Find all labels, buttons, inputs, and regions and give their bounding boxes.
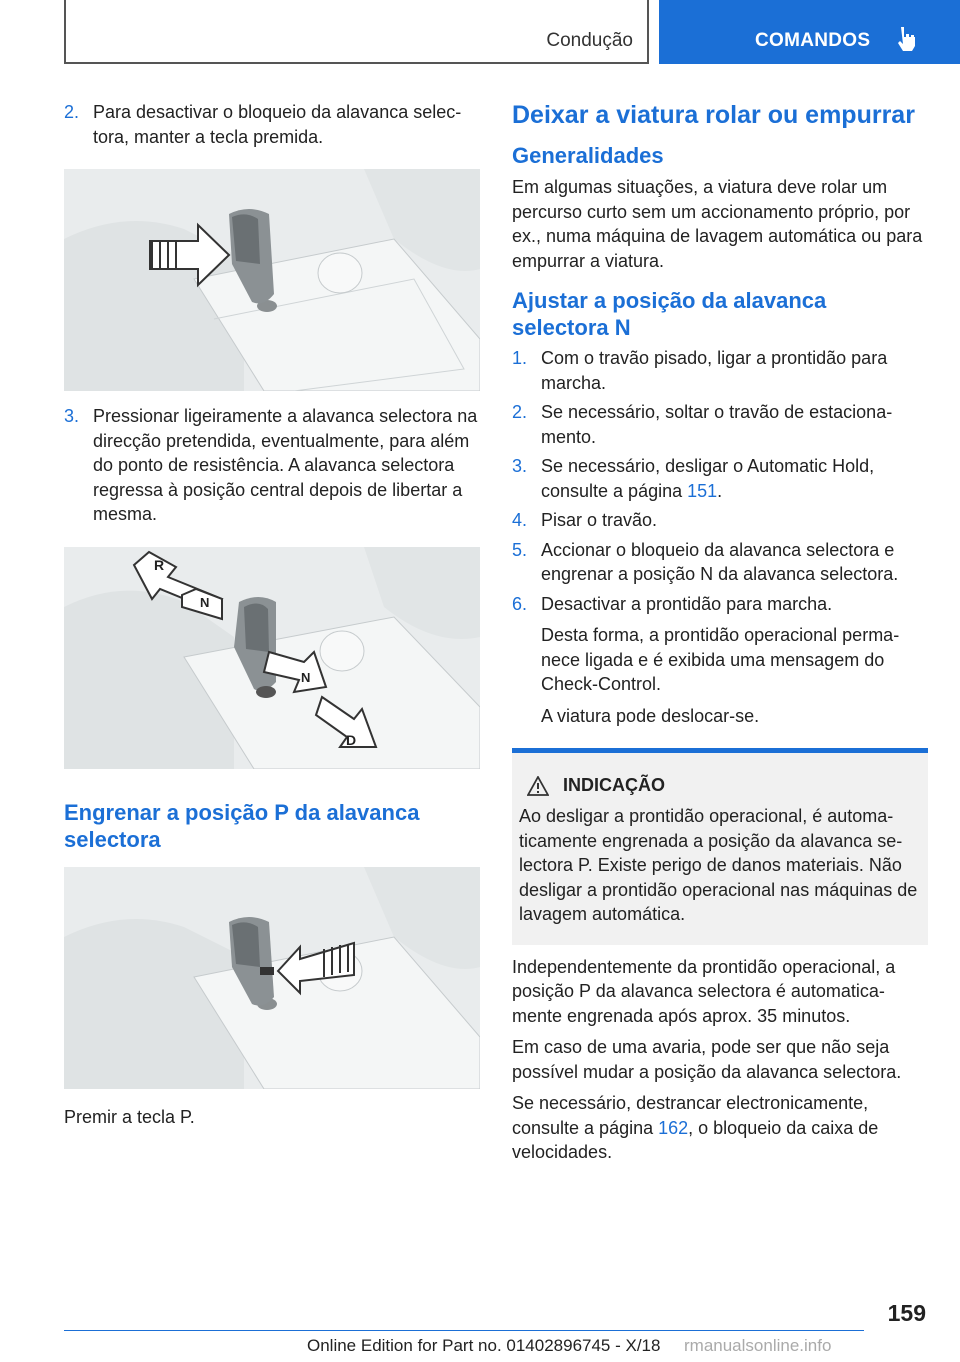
warning-icon [527, 776, 549, 796]
paragraph-auto-p: Independentemente da prontidão operacional, a posição P da alavanca selectora é automaticamente engrenada após aprox. 35 minutos. [512, 956, 896, 1026]
section-title: Condução [546, 30, 633, 51]
notice-box [512, 748, 928, 945]
step-number: 5. [512, 539, 528, 560]
chapter-tab[interactable] [659, 0, 960, 64]
step-number: 6. [512, 593, 528, 614]
heading-engage-p: Engrenar a posição P da alavanca selectora [64, 799, 420, 852]
list-item [512, 508, 928, 533]
position-label-n-lower: N [301, 669, 311, 685]
notice-text: Ao desligar a prontidão operacional, é automaticamente engrenada a posição da alavanca selectora P. Existe perigo de danos materiais. Não desligar a prontidão operacional nas máquinas de lavagem automática. [519, 806, 918, 924]
step-text: Para desactivar o bloqueio da alavanca selectora, manter a tecla premida. [93, 102, 462, 147]
footer-edition: Online Edition for Part no. 01402896745 - X/18 [307, 1336, 661, 1355]
step-text: Se necessário, desligar o Automatic Hold, consulte a página [541, 456, 875, 501]
notice-header [527, 775, 921, 796]
step-number: 3. [64, 406, 80, 426]
step-2 [64, 100, 480, 149]
press-p-instruction: Premir a tecla P. [64, 1106, 195, 1127]
watermark: rmanualsonline.info [684, 1336, 832, 1355]
page-link-151[interactable]: 151 [687, 480, 718, 501]
step-number: 1. [512, 348, 528, 368]
paragraph-unlock-end: , o bloqueio da caixa de velocidades. [512, 1117, 879, 1162]
shift-lever-illustration [64, 169, 480, 391]
figure-p-button [64, 867, 480, 1089]
general-text: Em algumas situações, a viatura deve rolar um percurso curto sem um accionamento próprio, por ex., numa máquina de lavagem automática ou para empurrar a viatura. [512, 177, 923, 271]
list-item [512, 400, 928, 449]
figure-shift-lever-positions [64, 547, 480, 769]
step-6-result-2: A viatura pode deslocar-se. [541, 705, 760, 726]
step-text: Desactivar a prontidão para marcha. [541, 593, 833, 614]
step-text: Pressionar ligeiramente a alavanca selectora na direcção pretendida, eventualmente, para além do ponto de resistência. A alavanca selectora regressa à posição central depois de libertar a mesma. [93, 406, 478, 524]
footer-divider [64, 1330, 864, 1331]
paragraph-unlock-text: Se necessário, destrancar electronicamente, consulte a página [512, 1093, 869, 1138]
position-label-d: D [346, 731, 357, 748]
p-button-illustration [64, 867, 480, 1089]
list-item [512, 454, 928, 503]
position-label-n-upper: N [200, 594, 210, 610]
paragraph-malfunction: Em caso de uma avaria, pode ser que não seja possível mudar a posição da alavanca selectora. [512, 1037, 902, 1082]
page-link-162[interactable]: 162 [658, 1117, 689, 1138]
step-text: Com o travão pisado, ligar a prontidão para marcha. [541, 348, 888, 393]
position-label-r: R [154, 556, 165, 573]
shift-positions-illustration [64, 547, 480, 769]
page-number: 159 [887, 1300, 926, 1326]
step-number: 3. [512, 456, 528, 476]
header-section-box [64, 0, 649, 64]
heading-adjust-n: Ajustar a posição da alavanca selectora N [512, 288, 827, 340]
chapter-tab-label: COMANDOS [755, 30, 871, 51]
paragraph-unlock [512, 1091, 928, 1165]
step-number: 2. [512, 402, 528, 422]
step-6-result: Desta forma, a prontidão operacional permanece ligada e é exibida uma mensagem do Check-Control. [541, 625, 900, 694]
left-column [64, 100, 480, 1129]
section-title-roll: Deixar a viatura rolar ou empurrar [512, 101, 915, 129]
step-text: Accionar o bloqueio da alavanca selectora e engrenar a posição N da alavanca selectora. [541, 539, 899, 584]
heading-general: Generalidades [512, 143, 664, 168]
step-text: Pisar o travão. [541, 510, 658, 530]
step-text-end: . [717, 480, 723, 501]
step-text: Se necessário, soltar o travão de estacionamento. [541, 402, 893, 447]
step-number: 2. [64, 102, 80, 122]
right-column [512, 100, 928, 1165]
pointing-hand-icon [897, 26, 917, 52]
step-number: 4. [512, 510, 528, 530]
list-item [512, 538, 928, 587]
list-item [512, 346, 928, 395]
figure-shift-lever-unlock [64, 169, 480, 391]
step-3 [64, 404, 480, 527]
list-item [512, 592, 928, 617]
steps-list [512, 346, 928, 728]
notice-title: INDICAÇÃO [563, 775, 665, 795]
